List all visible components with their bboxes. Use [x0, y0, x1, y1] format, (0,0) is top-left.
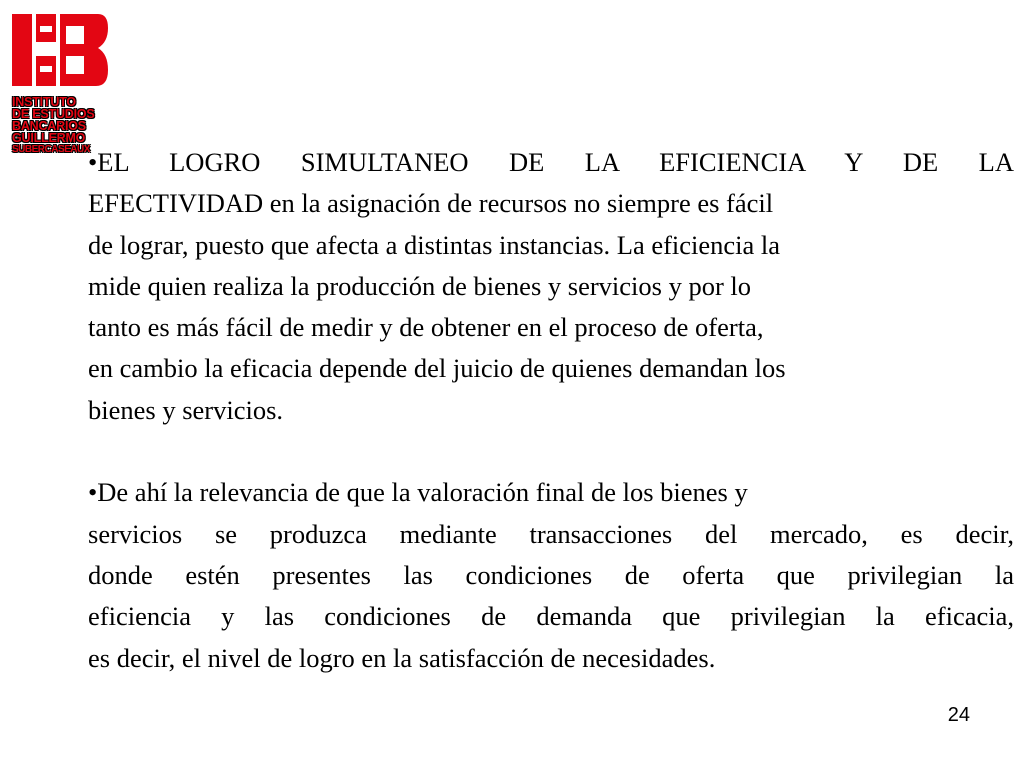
institute-logo: [10, 12, 130, 162]
logo-line: INSTITUTO: [12, 95, 76, 109]
page-number: 24: [947, 704, 970, 726]
text-line: eficiencia y las condiciones de demanda que privilegian la eficacia,: [88, 601, 1014, 632]
text-line: servicios se produzca mediante transacciones del mercado, es decir,: [88, 518, 1014, 549]
logo-line: GUILLERMO: [12, 131, 86, 145]
text-line: mide quien realiza la producción de bienes y servicios y por lo: [88, 270, 752, 301]
text-line: EFECTIVIDAD en la asignación de recursos no siempre es fácil: [88, 188, 774, 219]
logo-line: BANCARIOS: [12, 119, 86, 133]
ieb-logo-icon: [10, 12, 110, 90]
logo-line: DE ESTUDIOS: [12, 107, 95, 121]
text-line: bienes y servicios.: [88, 394, 284, 425]
text-line: tanto es más fácil de medir y de obtener en el proceso de oferta,: [88, 312, 764, 343]
text-line: donde estén presentes las condiciones de oferta que privilegian la: [88, 559, 1014, 590]
text-line: es decir, el nivel de logro en la satisfacción de necesidades.: [88, 642, 716, 673]
text-line: de lograr, puesto que afecta a distintas instancias. La eficiencia la: [88, 229, 781, 260]
logo-line: SUBERCASEAUX: [12, 144, 90, 155]
paragraph-2: [88, 472, 1014, 678]
text-line: •EL LOGRO SIMULTANEO DE LA EFICIENCIA Y DE LA: [88, 147, 1014, 177]
paragraph-1: [88, 142, 1014, 431]
slide-body: [88, 142, 1014, 679]
text-line: •De ahí la relevancia de que la valoración final de los bienes y: [88, 477, 748, 508]
text-line: en cambio la eficacia depende del juicio de quienes demandan los: [88, 353, 786, 384]
